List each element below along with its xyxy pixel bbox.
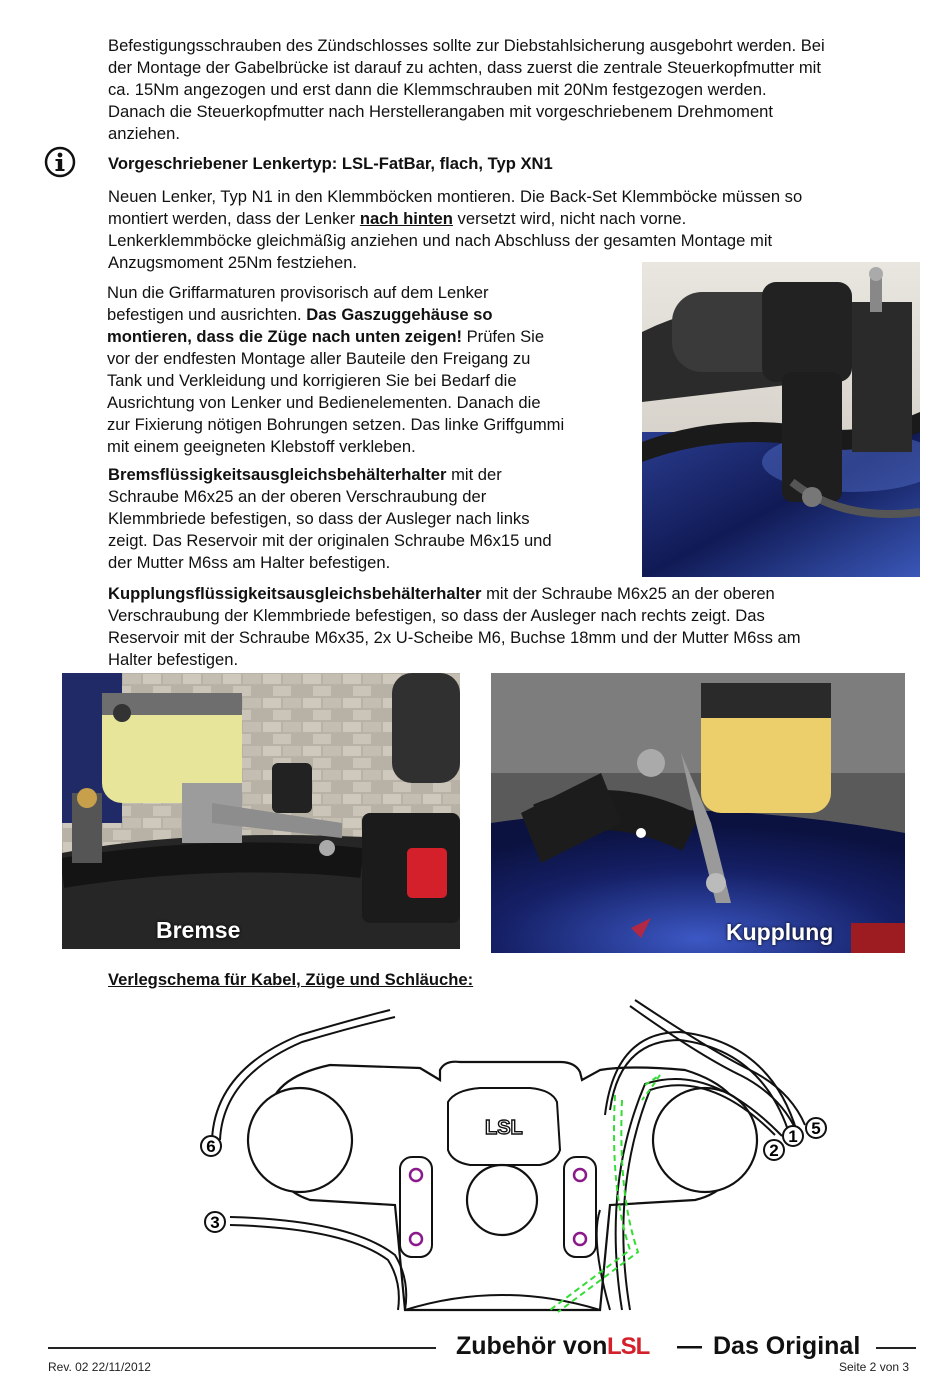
fork-hole-right [653,1088,757,1192]
brems-line: der Mutter M6ss am Halter befestigen. [108,553,391,572]
brems-text: mit der [446,465,502,484]
lenker-text: versetzt wird, nicht nach vorne. [452,209,687,228]
griff-text: Prüfen Sie [461,327,545,346]
kupplung-bold: Kupplungsflüssigkeitsausgleichsbehälterhalter [108,584,482,603]
griff-line: zur Fixierung nötigen Bohrungen setzen. Das linke Griffgummi [107,415,565,434]
griff-line: mit einem geeigneten Klebstoff verkleben. [107,437,416,456]
griff-line: Nun die Griffarmaturen provisorisch auf dem Lenker [107,283,489,302]
lenker-line: Neuen Lenker, Typ N1 in den Klemmböcken montieren. Die Back-Set Klemmböcke müssen so [108,187,803,206]
routing-diagram-svg [190,990,850,1320]
kupplung-line: Halter befestigen. [108,650,239,669]
clutch-reservoir-photo [491,673,905,953]
lenker-line [108,208,920,230]
footer-zubehoer: Zubehör von [456,1332,608,1360]
lsl-logo-icon [485,1117,523,1139]
page-number: Seite 2 von 3 [839,1360,910,1374]
griff-line [107,326,625,348]
lenker-text: montiert werden, dass der Lenker [108,209,360,228]
svg-text:3: 3 [210,1213,220,1232]
steering-hole [467,1165,537,1235]
lenker-line: Anzugsmoment 25Nm festziehen. [108,253,358,272]
brems-line: zeigt. Das Reservoir mit der originalen Schraube M6x15 und [108,531,552,550]
kupplung-line [108,583,920,605]
kupplung-line: Verschraubung der Klemmbriede befestigen, so dass der Ausleger nach rechts zeigt. Das [108,606,765,625]
routing-diagram [190,990,850,1320]
footer-lsl-logo [607,1333,649,1361]
kupplung-text: mit der Schraube M6x25 an der oberen [481,584,775,603]
brems-line: Klemmbriede befestigen, so dass der Ausleger nach links [108,509,530,528]
intro-line: der Montage der Gabelbrücke ist darauf zu achten, dass zuerst die zentrale Steuerkopfmutter mit [108,58,821,77]
griff-bold: Das Gaszuggehäuse so [306,305,493,324]
intro-line: Befestigungsschrauben des Zündschlosses sollte zur Diebstahlsicherung ausgebohrt werden. Bei [108,36,825,55]
marker-1 [783,1126,803,1146]
brems-line [108,464,628,486]
marker-6 [201,1136,221,1156]
lenker-line: Lenkerklemmböcke gleichmäßig anziehen und nach Abschluss der gesamten Montage mit [108,231,773,250]
clutch-photo-label: Kupplung [726,919,834,945]
brems-line: Schraube M6x25 an der oberen Verschraubung der [108,487,487,506]
info-icon [44,146,76,183]
intro-line: Danach die Steuerkopfmutter nach Herstellerangaben mit vorgeschriebenem Drehmoment [108,102,774,121]
kupplung-line: Reservoir mit der Schraube M6x35, 2x U-Scheibe M6, Buchse 18mm und der Mutter M6ss am [108,628,801,647]
svg-text:6: 6 [206,1137,216,1156]
brake-reservoir-photo [62,673,460,949]
brake-photo-label: Bremse [156,917,241,943]
lenkertyp-heading: Vorgeschriebener Lenkertyp: LSL-FatBar, flach, Typ XN1 [108,154,553,173]
footer-dash: — [677,1332,702,1360]
routing-schema-title: Verlegschema für Kabel, Züge und Schläuche: [108,970,474,989]
griff-line [107,304,625,326]
intro-line: anziehen. [108,124,180,143]
schema-logo-text: LSL [485,1117,523,1139]
svg-text:5: 5 [811,1119,821,1138]
intro-line: ca. 15Nm angezogen und erst dann die Klemmschrauben mit 20Nm festgezogen werden. [108,80,767,99]
griff-bold: montieren, dass die Züge nach unten zeigen! [107,327,462,346]
svg-text:1: 1 [788,1127,798,1146]
marker-3 [205,1212,225,1232]
footer-rule-right [876,1347,916,1349]
griff-line: vor der endfesten Montage aller Bauteile den Freigang zu [107,349,531,368]
brems-bold: Bremsflüssigkeitsausgleichsbehälterhalter [108,465,447,484]
griff-line: Tank und Verkleidung und korrigieren Sie bei Bedarf die [107,371,517,390]
revision-label: Rev. 02 22/11/2012 [48,1360,151,1374]
fork-hole-left [248,1088,352,1192]
nach-hinten-emphasis: nach hinten [359,209,453,228]
footer-logo-text: LSL [607,1333,650,1360]
footer-rule-left [48,1347,436,1349]
svg-text:2: 2 [769,1141,779,1160]
throttle-grip-photo [642,262,920,577]
marker-5 [806,1118,826,1138]
footer-original: Das Original [713,1332,861,1360]
griff-text: befestigen und ausrichten. [107,305,307,324]
griff-line: Ausrichtung von Lenker und Bedienelementen. Danach die [107,393,541,412]
marker-2 [764,1140,784,1160]
